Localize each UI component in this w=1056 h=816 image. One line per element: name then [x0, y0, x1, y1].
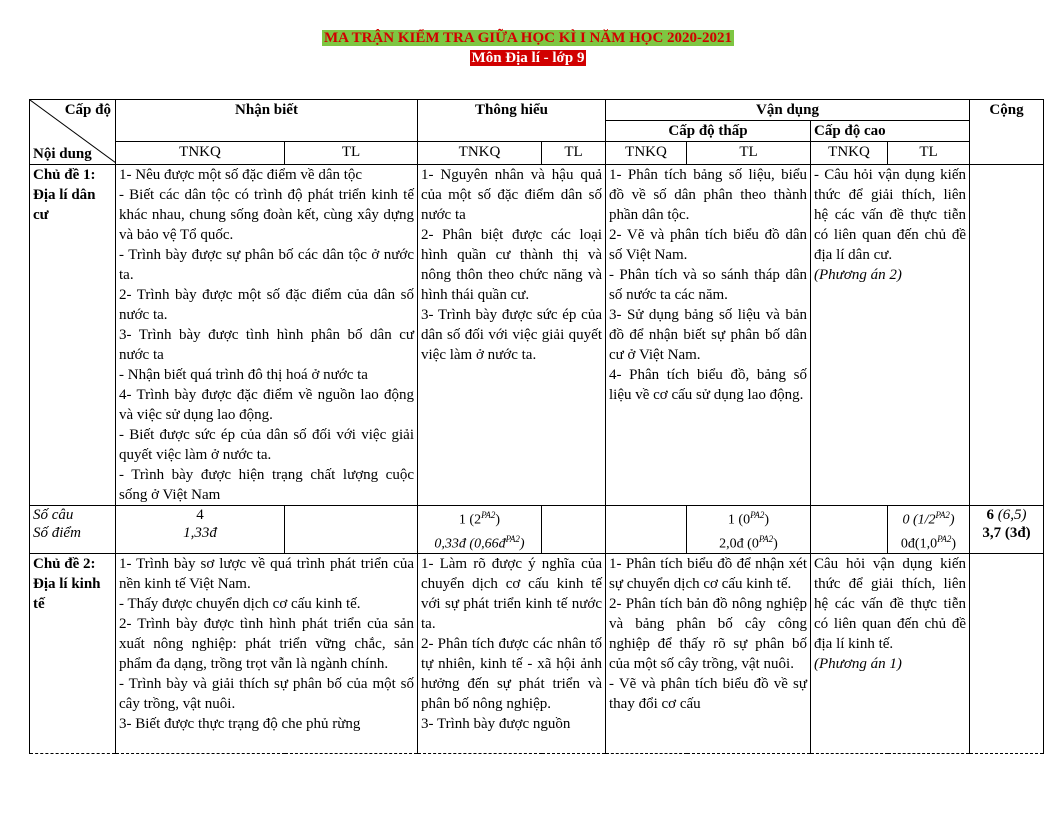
header-van-dung: Vận dụng	[606, 100, 970, 121]
header-noi-dung: Nội dung	[33, 146, 92, 162]
score1-so-cau-label: Số câu	[33, 507, 74, 523]
header-cong: Cộng	[970, 100, 1044, 165]
score1-vdt-diem	[690, 530, 807, 554]
score1-vdc-cau-text: 0 (1/2	[902, 512, 936, 528]
header-nb-tnkq: TNKQ	[116, 142, 285, 165]
score1-vdc-diem-sup: PA2	[937, 533, 952, 544]
topic1-nhan-biet	[116, 165, 418, 506]
topic2-label: Chủ đề 2: Địa lí kinh tế	[30, 554, 116, 754]
topic1-vdc-text: - Câu hỏi vận dụng kiến thức để giải thích, liên hệ các vấn đề thực tiễn có liên quan đến chủ đề địa lí dân cư.	[814, 167, 966, 263]
topic1-vdt-item: 3- Sử dụng bảng số liệu và bản đồ để nhận biết sự phân bố dân cư ở Việt Nam.	[609, 307, 807, 363]
score1-vdc-diem-close: )	[951, 536, 957, 552]
topic2-nb-item: 3- Biết được thực trạng độ che phủ rừng	[119, 716, 361, 733]
topic2-cong	[970, 554, 1044, 754]
header-vdt-tnkq: TNKQ	[606, 142, 687, 165]
header-vdt-tl: TL	[687, 142, 811, 165]
topic1-nb-item: - Trình bày được hiện trạng chất lượng cuộc sống ở Việt Nam	[119, 467, 414, 503]
topic2-nb-item: - Thấy được chuyển dịch cơ cấu kinh tế.	[119, 596, 361, 613]
score1-th-diem-sup: PA2	[505, 533, 520, 544]
document-subtitle: Môn Địa lí - lớp 9	[471, 50, 585, 66]
topic1-th-item: 2- Phân biệt được các loại hình quần cư thành thị và nông thôn theo chức năng và hình thái quần cư.	[421, 227, 602, 303]
score1-nb	[116, 506, 285, 554]
score1-vdt-cau	[690, 506, 807, 530]
topic1-nb-item: - Biết được sức ép của dân số đối với việc giải quyết việc làm ở nước ta.	[119, 427, 414, 463]
score1-vdt	[687, 506, 811, 554]
topic1-th-item: 3- Trình bày được sức ép của dân số đối với việc giải quyết việc làm ở nước ta.	[421, 307, 602, 363]
score1-vdc-tnkq	[811, 506, 888, 554]
score1-th-diem	[421, 530, 538, 554]
header-vdc-tnkq: TNKQ	[811, 142, 888, 165]
score1-th	[418, 506, 542, 554]
topic1-nb-item: 2- Trình bày được một số đặc điểm của dân số nước ta.	[119, 287, 414, 323]
topic2-th-item: 3- Trình bày được nguồn	[421, 716, 571, 733]
header-nhan-biet: Nhận biết	[116, 100, 418, 142]
score1-th-cau-text: 1 (2	[458, 512, 482, 528]
matrix-table	[29, 99, 1044, 754]
topic2-nb-item: 1- Trình bày sơ lược về quá trình phát triển của nền kinh tế Việt Nam.	[119, 556, 414, 593]
score1-cong-diem: 3,7 (3đ)	[982, 525, 1031, 541]
score1-nb-diem: 1,33đ	[183, 525, 217, 541]
score1-vdc-cau-sup: PA2	[935, 510, 950, 520]
score1-th-cau-close: )	[495, 512, 501, 528]
header-cap-do-thap: Cấp độ thấp	[606, 121, 811, 142]
topic1-nb-item: - Trình bày được sự phân bố các dân tộc ở nước ta.	[119, 247, 414, 283]
header-thong-hieu: Thông hiểu	[418, 100, 606, 142]
score1-vdc-diem-text: 0đ(1,0	[900, 536, 938, 552]
topic1-vdt-item: - Phân tích và so sánh tháp dân số nước ta các năm.	[609, 267, 807, 303]
score1-th-cau-sup: PA2	[481, 510, 496, 520]
header-nb-tl: TL	[285, 142, 418, 165]
topic1-nb-item: 4- Trình bày được đặc điểm về nguồn lao động và việc sử dụng lao động.	[119, 387, 414, 423]
score1-th-cau	[421, 506, 538, 530]
header-vdc-tl: TL	[888, 142, 970, 165]
score1-vdt-tnkq	[606, 506, 687, 554]
topic2-th-item: 1- Làm rõ được ý nghĩa của chuyển dịch cơ cấu kinh tế với sự phát triển kinh tế nước ta.	[421, 556, 602, 633]
score1-vdc-cau-close: )	[949, 512, 955, 528]
score1-cong	[970, 506, 1044, 554]
topic1-cap-do-cao	[811, 165, 970, 506]
score1-vdt-diem-sup: PA2	[758, 533, 774, 544]
score1-th-diem-close: )	[519, 536, 525, 552]
score1-vdt-cau-sup: PA2	[750, 510, 765, 520]
topic2-vdc-text: Câu hỏi vận dụng kiến thức để giải thích, liên hệ các vấn đề thực tiễn có liên quan đến chủ đề địa lí kinh tế.	[814, 556, 966, 653]
score1-vdc	[888, 506, 970, 554]
topic2-vdt-item: - Vẽ và phân tích biểu đồ về sự thay đổi cơ cấu	[609, 676, 807, 713]
topic1-vdt-item: 1- Phân tích bảng số liệu, biểu đồ về số dân phân theo thành phần dân tộc.	[609, 167, 807, 223]
topic1-nb-item: 1- Nêu được một số đặc điểm về dân tộc	[119, 167, 363, 183]
topic2-vdc-note: (Phương án 1)	[814, 656, 902, 673]
topic2-cap-do-cao	[811, 554, 970, 754]
topic2-thong-hieu	[418, 554, 606, 754]
topic2-th-item: 2- Phân tích được các nhân tố tự nhiên, kinh tế - xã hội ảnh hưởng đến sự phát triển và phân bố nông nghiệp.	[421, 636, 602, 713]
score1-cong-cau-text: 6	[986, 507, 994, 523]
topic1-nb-item: - Biết các dân tộc có trình độ phát triển kinh tế khác nhau, chung sống đoàn kết, cùng xây dựng và bảo vệ Tổ quốc.	[119, 187, 414, 243]
document-title: MA TRẬN KIỂM TRA GIỮA HỌC KÌ I NĂM HỌC 2020-2021	[323, 30, 733, 46]
score1-nb-cau: 4	[196, 507, 204, 523]
topic1-cap-do-thap	[606, 165, 811, 506]
topic1-vdc-note: (Phương án 2)	[814, 267, 902, 283]
header-cap-do: Cấp độ	[64, 102, 111, 118]
score1-vdt-cau-close: )	[764, 512, 770, 528]
document-subtitle-wrap	[0, 49, 1056, 67]
header-th-tl: TL	[542, 142, 606, 165]
score1-cong-cau-alt: (6,5)	[997, 507, 1027, 523]
score1-th-tl	[542, 506, 606, 554]
topic1-label: Chủ đề 1: Địa lí dân cư	[30, 165, 116, 506]
topic1-cong	[970, 165, 1044, 506]
topic2-nb-item: 2- Trình bày được tình hình phát triển của sản xuất nông nghiệp: phát triển vững chắc, sản phẩm đa dạng, trồng trọt vẫn là ngành chính.	[119, 616, 414, 673]
document-title-wrap	[0, 29, 1056, 48]
score1-vdc-diem	[889, 530, 968, 554]
header-cap-do-cao: Cấp độ cao	[811, 121, 970, 142]
topic2-vdt-item: 1- Phân tích biểu đồ để nhận xét sự chuyển dịch cơ cấu kinh tế.	[609, 556, 807, 593]
score1-vdc-cau	[889, 506, 968, 530]
topic1-nb-item: 3- Trình bày được tình hình phân bố dân cư nước ta	[119, 327, 414, 363]
score1-vdt-cau-text: 1 (0	[727, 512, 751, 528]
score1-vdt-diem-close: )	[773, 536, 778, 552]
score1-cong-cau	[971, 506, 1042, 524]
score1-labels	[30, 506, 116, 554]
score1-nb-tl	[285, 506, 418, 554]
topic2-vdt-item: 2- Phân tích bản đồ nông nghiệp và bảng phân bố cây công nghiệp để thấy rõ sự phân bố của một số cây trồng, vật nuôi.	[609, 596, 807, 673]
topic2-cap-do-thap	[606, 554, 811, 754]
topic2-nhan-biet	[116, 554, 418, 754]
diagonal-header-cell	[30, 100, 116, 165]
topic1-nb-item: - Nhận biết quá trình đô thị hoá ở nước ta	[119, 367, 368, 383]
score1-so-diem-label: Số điểm	[33, 525, 81, 541]
header-th-tnkq: TNKQ	[418, 142, 542, 165]
topic1-vdt-item: 2- Vẽ và phân tích biểu đồ dân số Việt Nam.	[609, 227, 807, 263]
topic1-thong-hieu	[418, 165, 606, 506]
topic1-vdt-item: 4- Phân tích biểu đồ, bảng số liệu về cơ cấu sử dụng lao động.	[609, 367, 807, 403]
topic2-nb-item: - Trình bày và giải thích sự phân bố của một số cây trồng, vật nuôi.	[119, 676, 414, 713]
topic1-th-item: 1- Nguyên nhân và hậu quả của một số đặc điểm dân số nước ta	[421, 167, 602, 223]
score1-th-diem-text: 0,33đ (0,66đ	[434, 536, 506, 552]
score1-vdt-diem-text: 2,0đ (0	[719, 536, 759, 552]
